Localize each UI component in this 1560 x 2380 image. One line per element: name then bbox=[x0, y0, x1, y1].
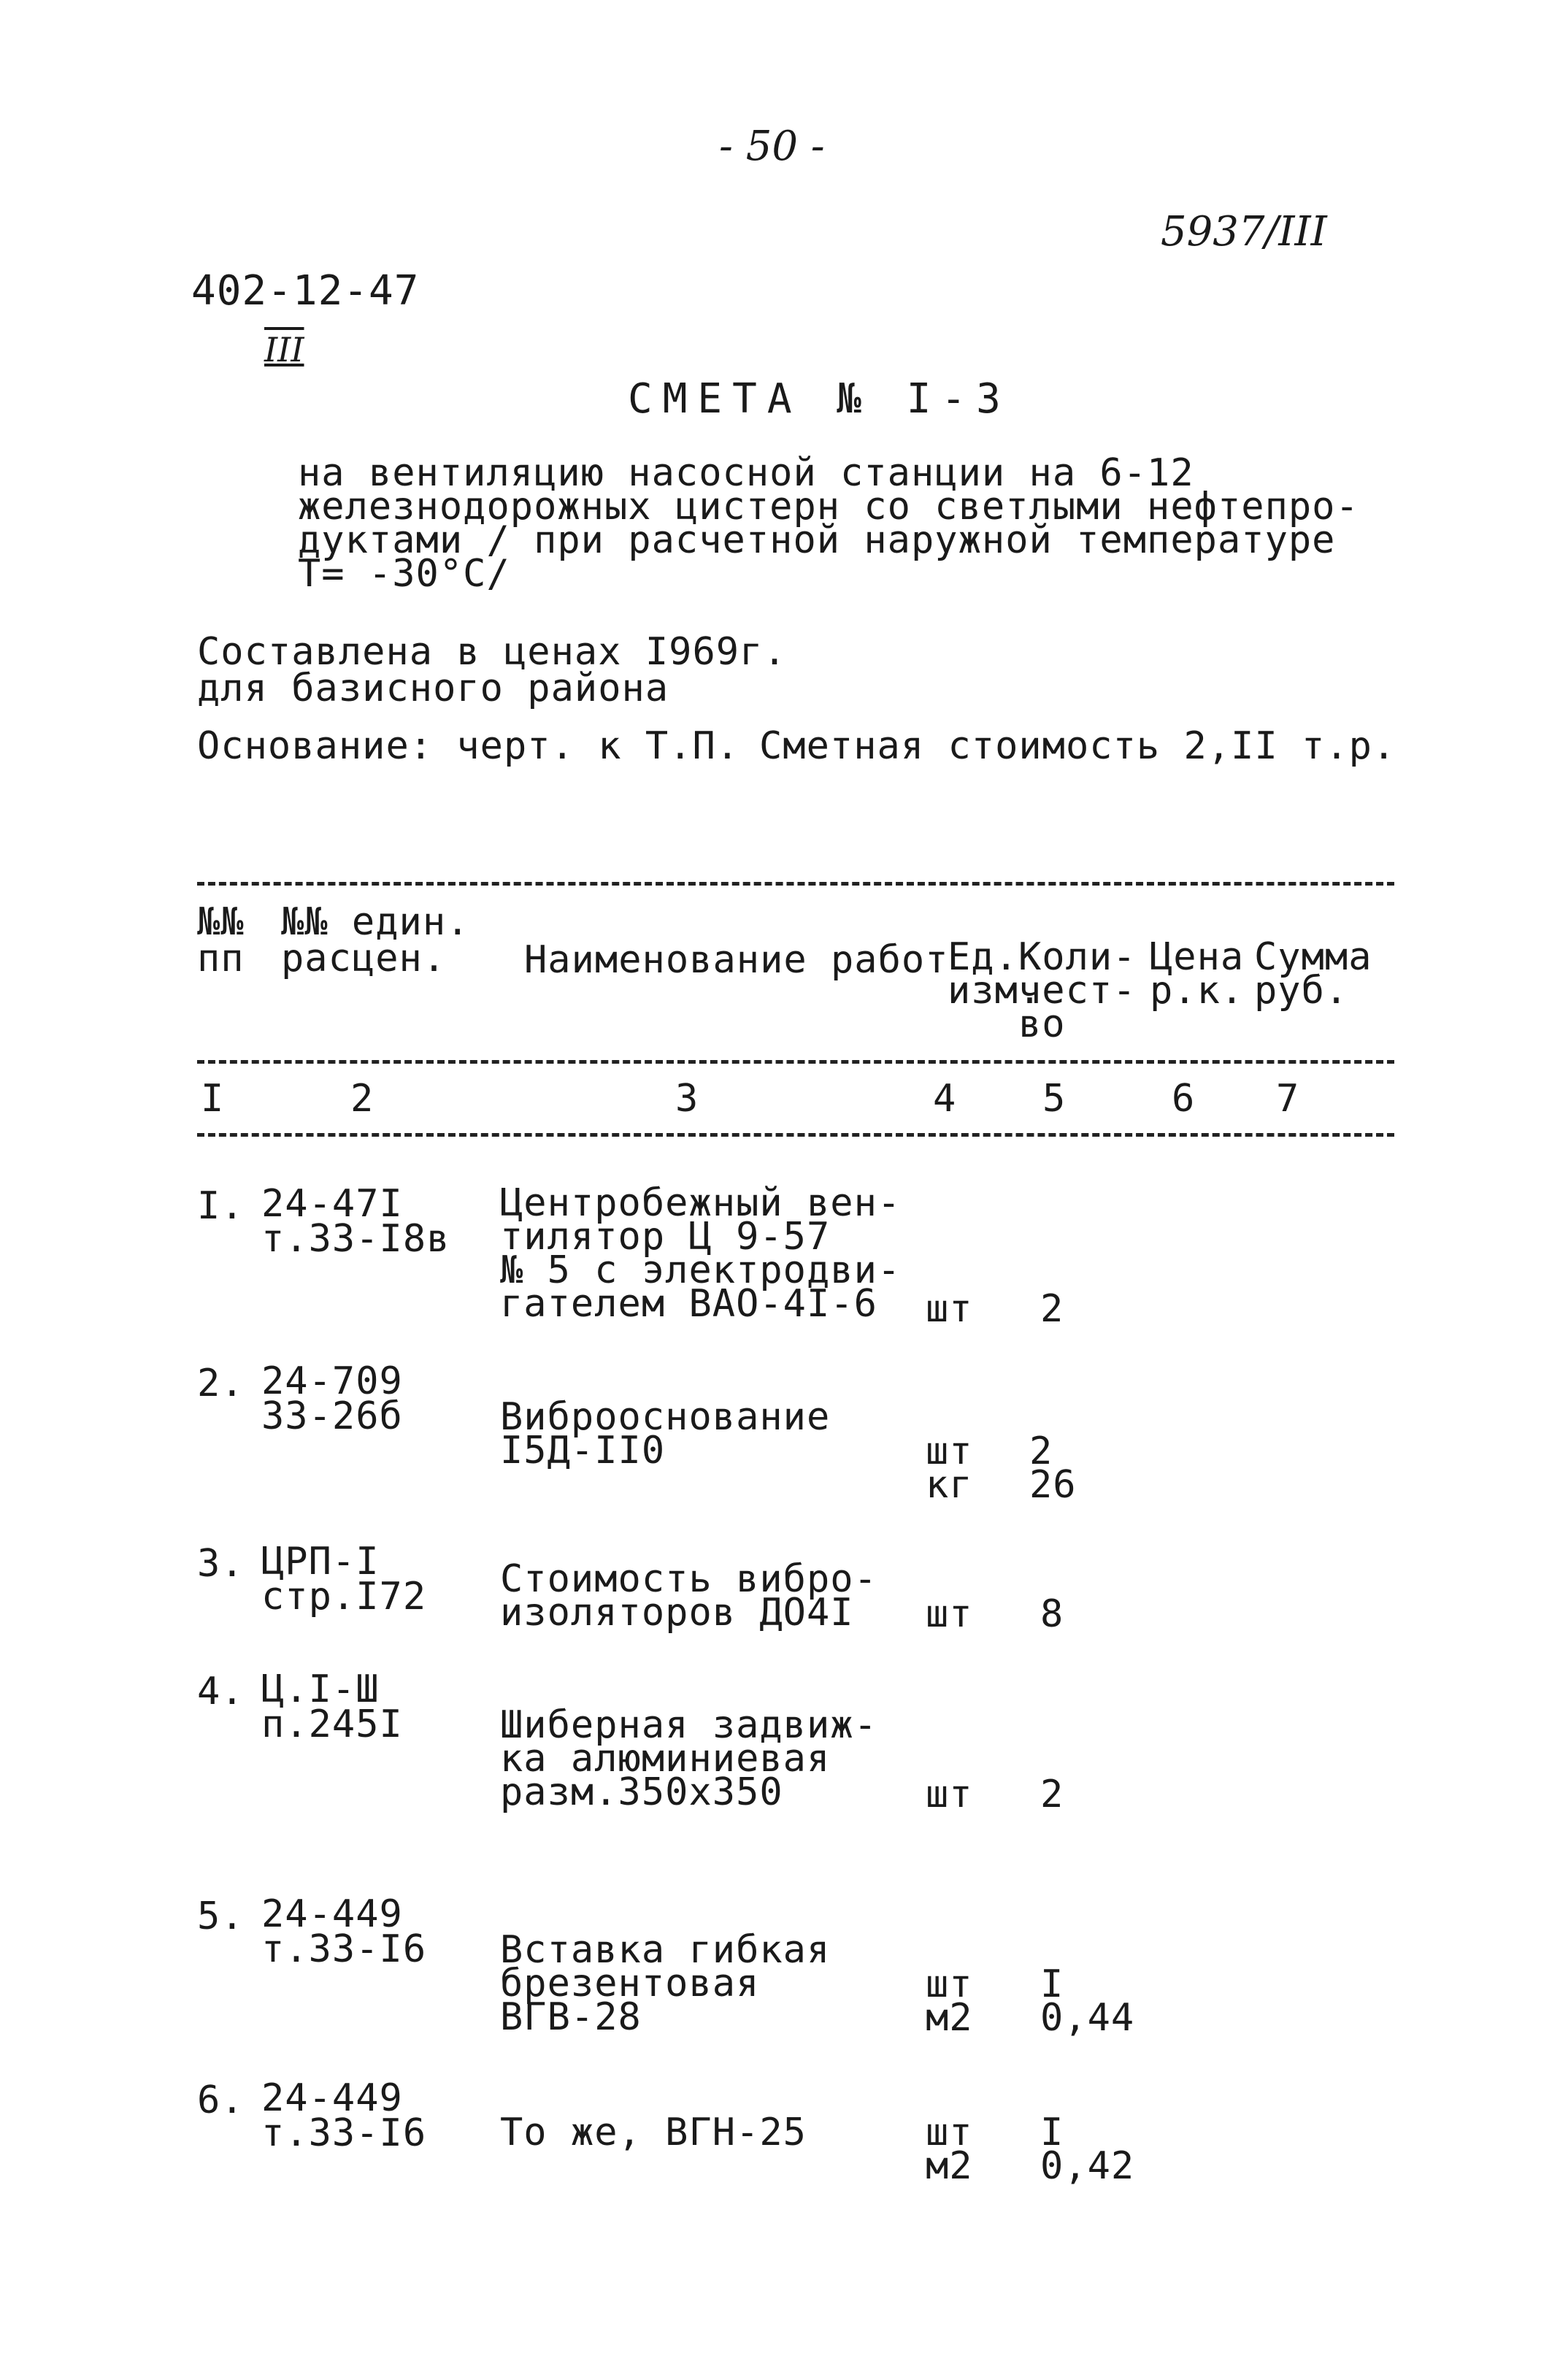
header-col3: Наименование работ bbox=[524, 938, 949, 982]
colnum-7: 7 bbox=[1276, 1077, 1300, 1121]
document-code-suffix: III bbox=[264, 330, 304, 369]
row-number: I. bbox=[197, 1184, 245, 1228]
row-name: Центробежный вен- тилятор Ц 9-57 № 5 с электродви- гателем ВАО-4I-6 bbox=[500, 1181, 902, 1326]
table-rule-mid bbox=[197, 1060, 1394, 1064]
header-col2: №№ един. расцен. bbox=[281, 900, 470, 980]
header-col4: Ед. изм. bbox=[948, 935, 1042, 1013]
row-number: 3. bbox=[197, 1542, 245, 1586]
colnum-6: 6 bbox=[1172, 1077, 1196, 1121]
row-qty: I 0,44 bbox=[1040, 1962, 1135, 2040]
row-qty: 8 bbox=[1040, 1592, 1064, 1636]
row-unit: шт bbox=[926, 1287, 973, 1331]
row-code: ЦРП-I стр.I72 bbox=[261, 1540, 427, 1619]
header-col6: Цена р.к. bbox=[1150, 935, 1245, 1013]
row-number: 6. bbox=[197, 2078, 245, 2122]
row-name: Виброоснование I5Д-II0 bbox=[500, 1395, 831, 1473]
row-code: 24-47I т.33-I8в bbox=[261, 1182, 450, 1261]
document-title: СМЕТА № I-3 bbox=[628, 375, 1011, 423]
colnum-1: I bbox=[201, 1077, 225, 1121]
table-rule-top bbox=[197, 882, 1394, 886]
table-rule-bottom bbox=[197, 1133, 1394, 1137]
row-unit: шт bbox=[926, 1773, 973, 1816]
row-code: 24-449 т.33-I6 bbox=[261, 1892, 427, 1971]
row-number: 2. bbox=[197, 1362, 245, 1405]
row-qty: 2 bbox=[1040, 1773, 1064, 1816]
prices-note: Составлена в ценах I969г. для базисного района bbox=[197, 630, 787, 710]
row-name: Стоимость вибро- изоляторов ДО4I bbox=[500, 1557, 877, 1635]
row-unit: шт кг bbox=[926, 1429, 973, 1507]
row-code: 24-709 33-26б bbox=[261, 1359, 403, 1438]
row-qty: I 0,42 bbox=[1040, 2111, 1135, 2188]
document-subtitle: на вентиляцию насосной станции на 6-12 железнодорожных цистерн со светлыми нефтепро- дуктами / при расчетной наружной температуре Т= -30°С/ bbox=[298, 451, 1359, 596]
row-code: 24-449 т.33-I6 bbox=[261, 2076, 427, 2155]
row-unit: шт м2 bbox=[926, 1962, 973, 2040]
colnum-4: 4 bbox=[933, 1077, 957, 1121]
row-qty: 2 bbox=[1040, 1287, 1064, 1331]
estimated-cost: Сметная стоимость 2,II т.р. bbox=[759, 724, 1396, 768]
colnum-5: 5 bbox=[1042, 1077, 1067, 1121]
basis-line: Основание: черт. к Т.П. bbox=[197, 724, 740, 768]
row-name: Шиберная задвиж- ка алюминиевая разм.350х350 bbox=[500, 1703, 877, 1814]
document-code: 402-12-47 bbox=[191, 267, 420, 315]
row-unit: шт bbox=[926, 1592, 973, 1636]
page-number: - 50 - bbox=[719, 123, 825, 170]
archive-number: 5937/III bbox=[1161, 208, 1327, 256]
colnum-3: 3 bbox=[675, 1077, 699, 1121]
row-name: То же, ВГН-25 bbox=[500, 2111, 807, 2154]
row-number: 5. bbox=[197, 1895, 245, 1938]
row-name: Вставка гибкая брезентовая ВГВ-28 bbox=[500, 1928, 831, 2039]
row-qty: 2 26 bbox=[1029, 1429, 1077, 1507]
header-col5: Коли- чест- во bbox=[1018, 935, 1137, 1046]
header-col7: Сумма руб. bbox=[1254, 935, 1372, 1013]
colnum-2: 2 bbox=[350, 1077, 374, 1121]
row-number: 4. bbox=[197, 1670, 245, 1713]
row-code: Ц.I-Ш п.245I bbox=[261, 1667, 403, 1746]
header-col1: №№ пп bbox=[197, 900, 245, 980]
row-unit: шт м2 bbox=[926, 2111, 973, 2188]
